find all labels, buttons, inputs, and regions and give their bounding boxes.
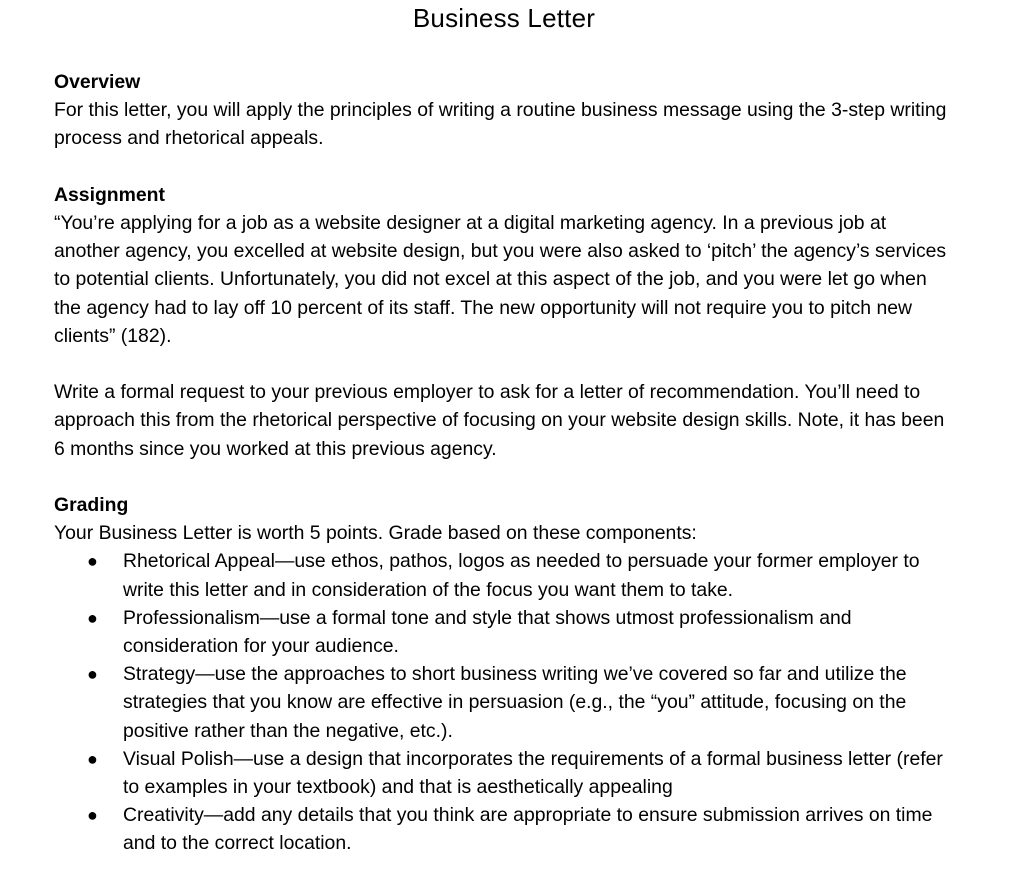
criteria-text: Strategy—use the approaches to short business writing we’ve covered so far and utilize the strategies that you know are effective in persuasion (e.g., the “you” attitude, focusing on the positive rather than the negative, etc.). xyxy=(123,663,907,742)
bullet-dot-icon: ● xyxy=(87,551,98,572)
paragraph-spacer xyxy=(54,350,954,378)
criteria-item-creativity xyxy=(54,801,954,857)
assignment-heading: Assignment xyxy=(54,183,165,206)
paragraph-spacer xyxy=(54,153,954,181)
overview-text: For this letter, you will apply the principles of writing a routine business message using the 3-step writing process and rhetorical appeals. xyxy=(54,99,947,150)
bullet-dot-icon: ● xyxy=(87,664,98,685)
criteria-text: Rhetorical Appeal—use ethos, pathos, logos as needed to persuade your former employer to write this letter and in consideration of the focus you want them to take. xyxy=(123,550,920,601)
criteria-item-visual-polish xyxy=(54,745,954,801)
bullet-dot-icon: ● xyxy=(87,748,98,769)
grading-criteria-list xyxy=(54,547,954,857)
bullet-dot-icon: ● xyxy=(87,607,98,628)
assignment-instruction: Write a formal request to your previous employer to ask for a letter of recommendation. You’ll need to approach this from the rhetorical perspective of focusing on your website design skills. Note, it has been 6 months since you worked at this previous agency. xyxy=(54,381,945,460)
criteria-text: Creativity—add any details that you think are appropriate to ensure submission arrives on time and to the correct location. xyxy=(123,804,933,855)
criteria-item-strategy xyxy=(54,660,954,745)
criteria-text: Visual Polish—use a design that incorporates the requirements of a formal business letter (refer to examples in your textbook) and that is aesthetically appealing xyxy=(123,747,943,799)
assignment-quote: “You’re applying for a job as a website designer at a digital marketing agency. In a previous job at another agency, you excelled at website design, but you were also asked to ‘pitch’ the agency’s services to potential clients. Unfortunately, you did not excel at this aspect of the job, and you were let go when the agency had to lay off 10 percent of its staff. The new opportunity will not require you to pitch new clients” (182). xyxy=(54,212,947,347)
criteria-item-rhetorical-appeal xyxy=(54,547,954,603)
criteria-item-professionalism xyxy=(54,604,954,660)
page-title: Business Letter xyxy=(412,3,596,33)
grading-heading: Grading xyxy=(54,494,129,516)
document-body xyxy=(54,68,954,858)
criteria-text: Professionalism—use a formal tone and style that shows utmost professionalism and consideration for your audience. xyxy=(123,606,852,658)
paragraph-spacer xyxy=(54,463,954,491)
bullet-dot-icon: ● xyxy=(87,805,98,826)
overview-heading: Overview xyxy=(54,71,141,93)
grading-intro: Your Business Letter is worth 5 points. Grade based on these components: xyxy=(54,522,697,545)
